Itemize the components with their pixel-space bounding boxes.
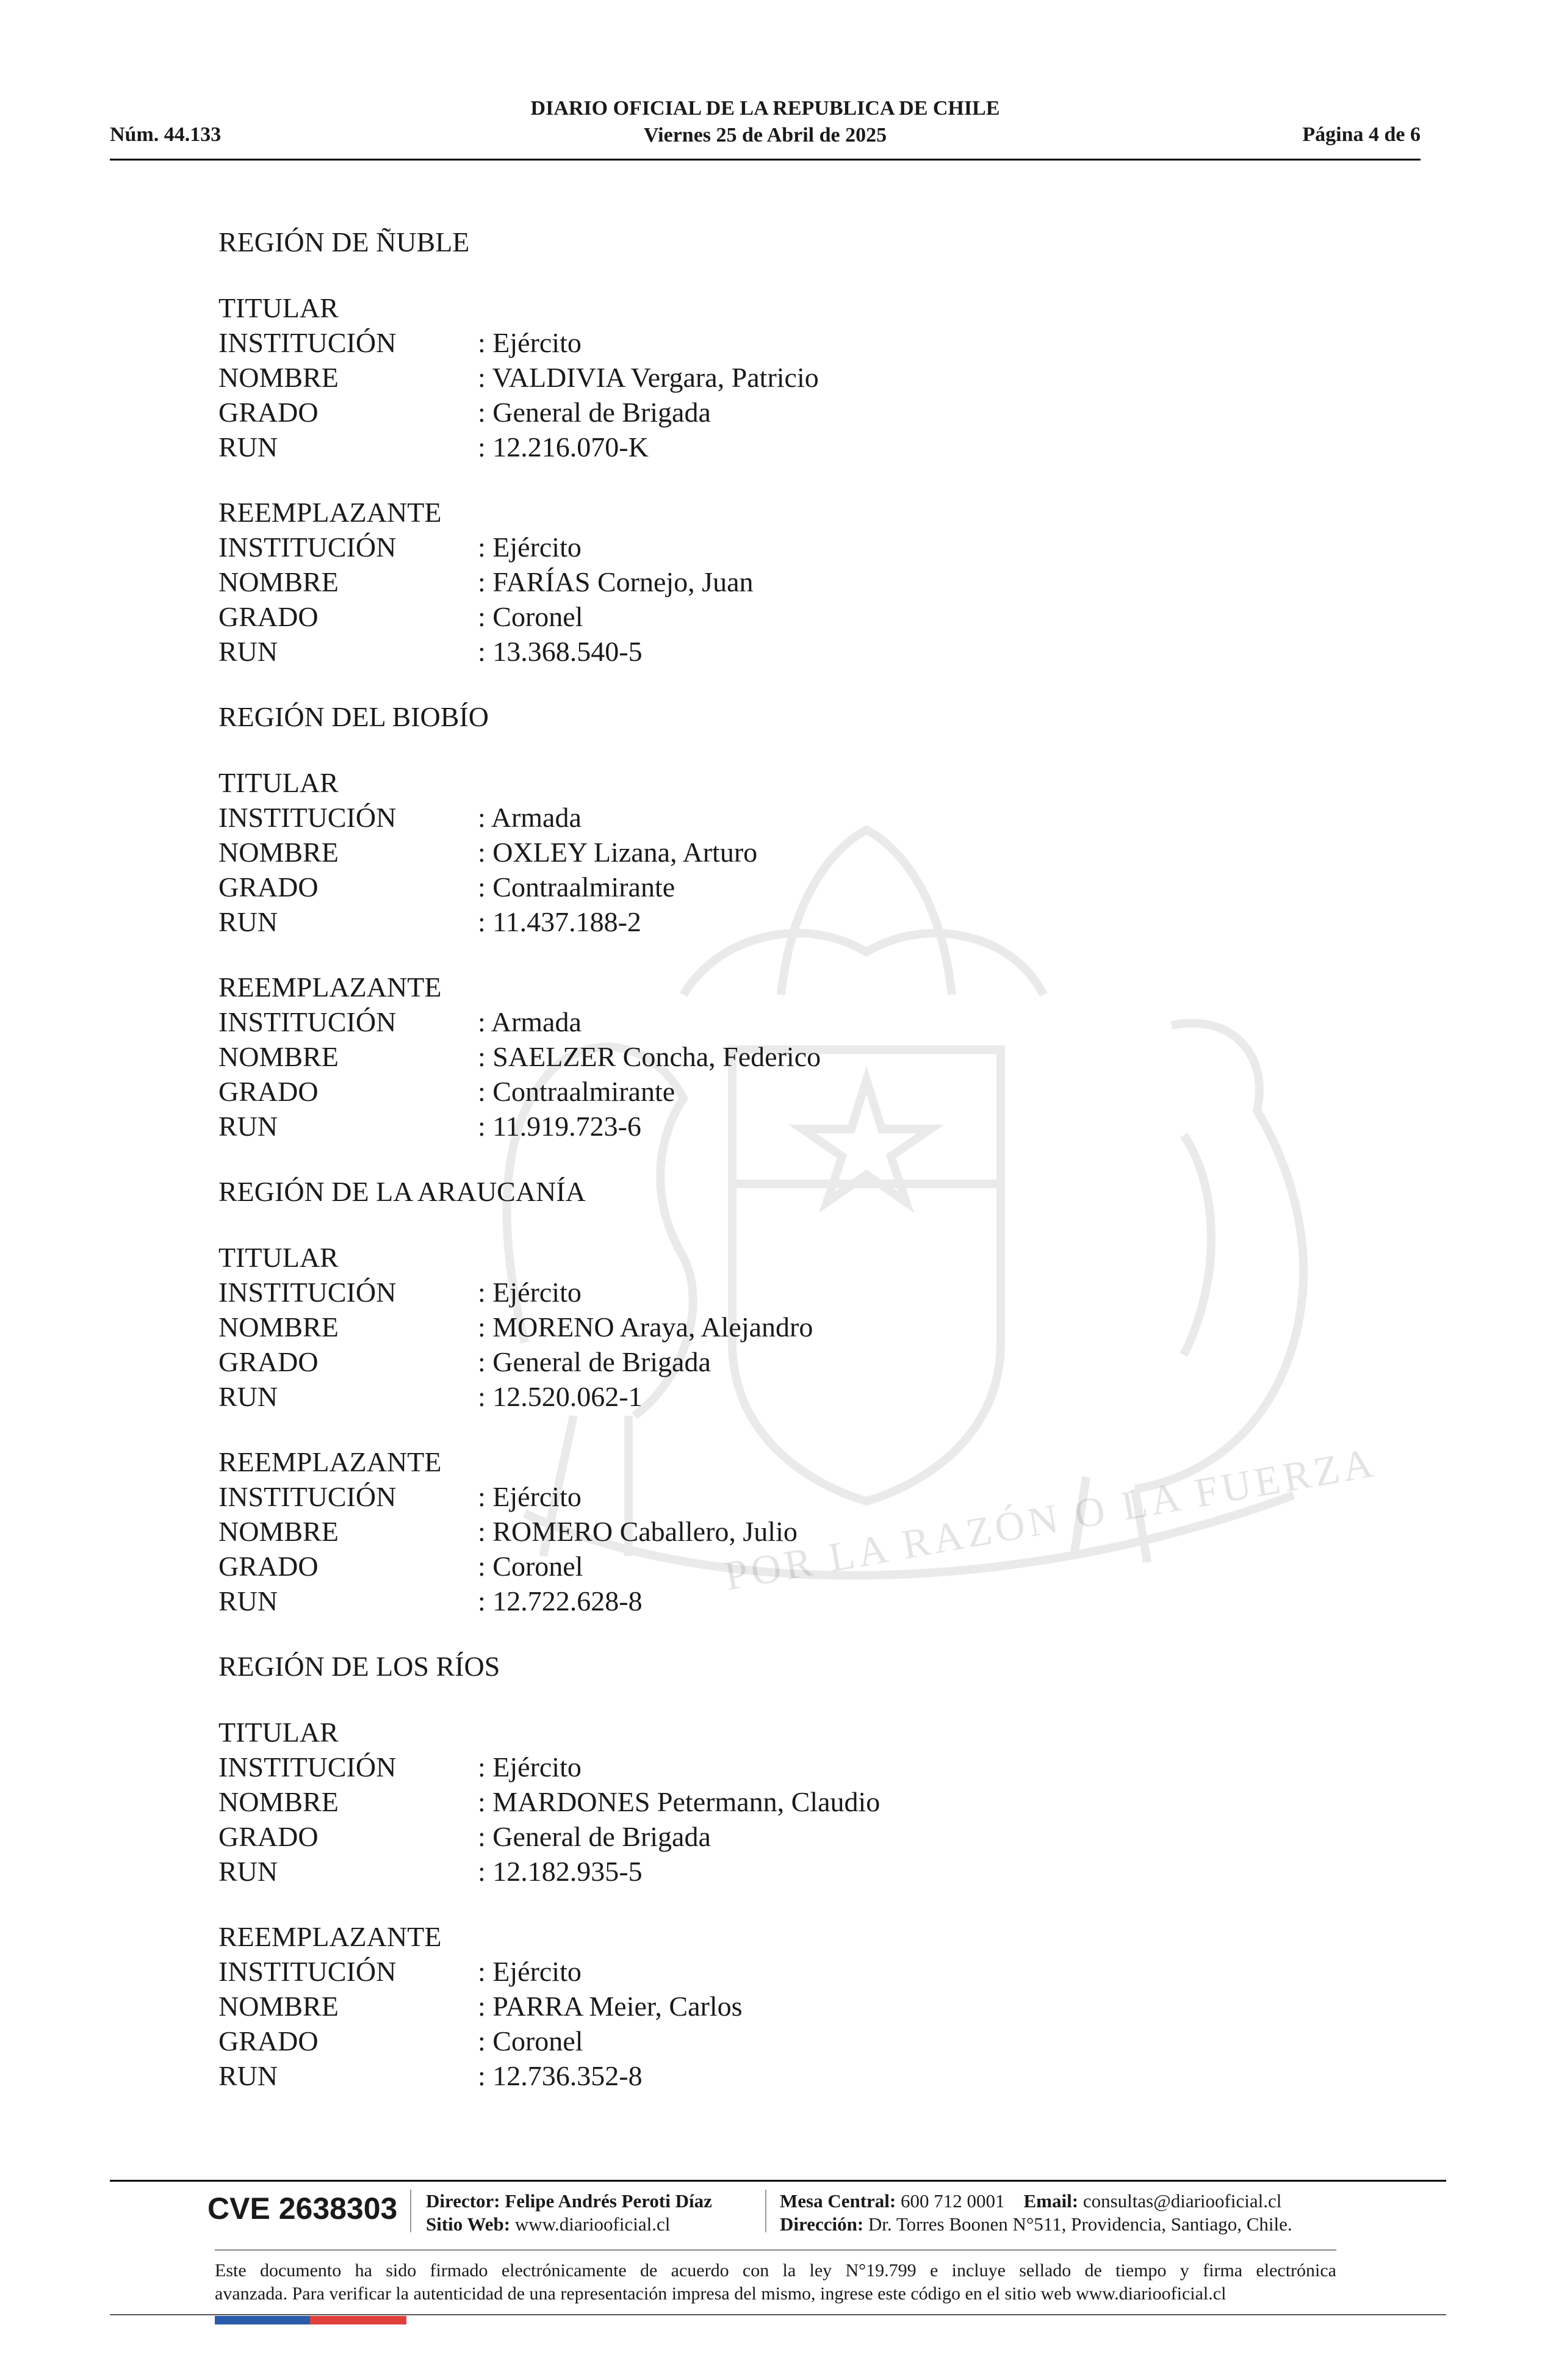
field-label: RUN	[218, 431, 278, 463]
field-row	[218, 1109, 1378, 1144]
field-label: NOMBRE	[218, 837, 339, 868]
field-label: NOMBRE	[218, 566, 339, 597]
field-row	[218, 1819, 1378, 1854]
field-label: GRADO	[218, 1551, 319, 1582]
reemplazante-block	[218, 1919, 1378, 2093]
field-row	[218, 1854, 1378, 1889]
field-row	[218, 634, 1378, 669]
disclaimer-line: Este documento ha sido firmado electrónicamente de acuerdo con la ley N°19.799 e incluye sellado de tiempo y firma electrónica	[215, 2260, 1336, 2281]
field-row	[218, 2024, 1378, 2058]
titular-heading: TITULAR	[218, 1242, 339, 1273]
field-label: GRADO	[218, 397, 319, 428]
field-label: NOMBRE	[218, 1041, 339, 1072]
footer-director-column	[426, 2190, 712, 2236]
field-label: INSTITUCIÓN	[218, 327, 397, 358]
email-label: Email:	[1023, 2190, 1079, 2212]
field-value: : 12.216.070-K	[478, 431, 649, 463]
field-label: GRADO	[218, 1821, 319, 1852]
address-value: Dr. Torres Boonen N°511, Providencia, Santiago, Chile.	[868, 2213, 1292, 2235]
field-row	[218, 1750, 1378, 1784]
field-row	[218, 800, 1378, 835]
field-label: INSTITUCIÓN	[218, 1956, 397, 1987]
page-number: Página 4 de 6	[1302, 123, 1421, 146]
field-value: : 12.722.628-8	[478, 1585, 643, 1617]
field-value: : PARRA Meier, Carlos	[478, 1991, 743, 2022]
field-label: NOMBRE	[218, 1516, 339, 1547]
page-header	[110, 93, 1421, 160]
watermark-motto: POR LA RAZÓN O LA FUERZA	[721, 1438, 1380, 1599]
reemplazante-block	[218, 1444, 1378, 1618]
field-label: NOMBRE	[218, 1311, 339, 1343]
field-value: : SAELZER Concha, Federico	[478, 1041, 821, 1072]
field-row	[218, 904, 1378, 939]
field-row	[218, 1514, 1378, 1549]
field-label: INSTITUCIÓN	[218, 1751, 397, 1783]
field-label: NOMBRE	[218, 1991, 339, 2022]
field-value: : 11.437.188-2	[478, 906, 641, 937]
field-label: RUN	[218, 1111, 278, 1142]
field-row	[218, 1584, 1378, 1618]
flag-stripe-blue	[215, 2316, 310, 2324]
field-row	[218, 530, 1378, 564]
field-row	[218, 1989, 1378, 2024]
region-title: REGIÓN DE ÑUBLE	[218, 226, 470, 258]
titular-block	[218, 765, 1378, 939]
email-link[interactable]: consultas@diariooficial.cl	[1082, 2190, 1282, 2212]
field-label: INSTITUCIÓN	[218, 802, 397, 833]
footer-top-rule	[110, 2180, 1446, 2182]
field-row	[218, 564, 1378, 599]
signature-disclaimer	[215, 2259, 1336, 2306]
cve-code: CVE 2638303	[207, 2191, 398, 2226]
field-value: : MORENO Araya, Alejandro	[478, 1311, 813, 1343]
titular-heading: TITULAR	[218, 1717, 339, 1748]
field-row	[218, 1379, 1378, 1414]
field-row	[218, 1479, 1378, 1514]
director-label: Director:	[426, 2190, 500, 2212]
field-label: RUN	[218, 1585, 278, 1617]
footer-mid-rule	[215, 2249, 1336, 2251]
field-value: : MARDONES Petermann, Claudio	[478, 1786, 881, 1817]
field-label: NOMBRE	[218, 1786, 339, 1817]
field-value: : Coronel	[478, 2025, 583, 2057]
field-row	[218, 395, 1378, 430]
footer-contact-column	[780, 2190, 1292, 2236]
titular-heading: TITULAR	[218, 292, 339, 323]
website-label: Sitio Web:	[426, 2213, 511, 2235]
field-value: : 12.520.062-1	[478, 1381, 643, 1412]
footer-divider	[410, 2190, 411, 2232]
field-label: NOMBRE	[218, 362, 339, 393]
titular-block	[218, 290, 1378, 464]
field-label: GRADO	[218, 871, 319, 903]
reemplazante-heading: REEMPLAZANTE	[218, 1446, 442, 1477]
field-value: : 12.182.935-5	[478, 1856, 643, 1887]
field-label: GRADO	[218, 1346, 319, 1377]
region-title: REGIÓN DEL BIOBÍO	[218, 701, 489, 732]
website-link[interactable]: www.diariooficial.cl	[514, 2213, 671, 2235]
field-label: RUN	[218, 2060, 278, 2091]
reemplazante-block	[218, 970, 1378, 1144]
field-value: : Contraalmirante	[478, 871, 675, 903]
field-row	[218, 430, 1378, 464]
field-value: : 13.368.540-5	[478, 636, 643, 667]
footer-divider	[765, 2190, 766, 2232]
field-label: RUN	[218, 906, 278, 937]
field-value: : VALDIVIA Vergara, Patricio	[478, 362, 819, 393]
field-label: GRADO	[218, 1076, 319, 1107]
reemplazante-heading: REEMPLAZANTE	[218, 497, 442, 528]
reemplazante-heading: REEMPLAZANTE	[218, 972, 442, 1003]
field-value: : 11.919.723-6	[478, 1111, 641, 1142]
field-row	[218, 2058, 1378, 2093]
field-row	[218, 1310, 1378, 1344]
titular-block	[218, 1715, 1378, 1889]
disclaimer-line: avanzada. Para verificar la autenticidad de una representación impresa del mismo, ingrese este código en el sitio web www.diariooficial.cl	[215, 2284, 1226, 2304]
field-row	[218, 360, 1378, 395]
field-value: : Contraalmirante	[478, 1076, 675, 1107]
field-label: RUN	[218, 1856, 278, 1887]
region-title: REGIÓN DE LA ARAUCANÍA	[218, 1176, 586, 1207]
field-value: : General de Brigada	[478, 1346, 711, 1377]
field-value: : General de Brigada	[478, 1821, 711, 1852]
field-row	[218, 325, 1378, 360]
field-label: RUN	[218, 636, 278, 667]
field-label: INSTITUCIÓN	[218, 532, 397, 563]
director-name: Felipe Andrés Peroti Díaz	[505, 2190, 712, 2212]
field-value: : Coronel	[478, 601, 583, 632]
reemplazante-block	[218, 495, 1378, 669]
field-value: : FARÍAS Cornejo, Juan	[478, 566, 754, 597]
field-row	[218, 870, 1378, 904]
field-label: INSTITUCIÓN	[218, 1006, 397, 1037]
field-label: INSTITUCIÓN	[218, 1481, 397, 1512]
field-value: : Ejército	[478, 327, 582, 358]
field-label: GRADO	[218, 2025, 319, 2057]
field-label: GRADO	[218, 601, 319, 632]
field-row	[218, 1954, 1378, 1989]
field-value: : Ejército	[478, 1481, 582, 1512]
field-row	[218, 1275, 1378, 1310]
field-value: : Armada	[478, 802, 582, 833]
field-row	[218, 1074, 1378, 1109]
field-value: : Ejército	[478, 1956, 582, 1987]
field-value: : 12.736.352-8	[478, 2060, 643, 2091]
field-value: : OXLEY Lizana, Arturo	[478, 837, 758, 868]
field-row	[218, 1039, 1378, 1074]
field-label: RUN	[218, 1381, 278, 1412]
address-label: Dirección:	[780, 2213, 864, 2235]
field-row	[218, 599, 1378, 634]
issue-date: Viernes 25 de Abril de 2025	[643, 124, 887, 146]
issue-number: Núm. 44.133	[110, 123, 222, 146]
region-title: REGIÓN DE LOS RÍOS	[218, 1651, 500, 1682]
field-value: : Ejército	[478, 532, 582, 563]
field-value: : Ejército	[478, 1277, 582, 1308]
masthead	[110, 95, 1421, 149]
titular-block	[218, 1240, 1378, 1414]
footer-bottom-rule	[110, 2314, 1446, 2315]
mesa-label: Mesa Central:	[780, 2190, 896, 2212]
field-row	[218, 1784, 1378, 1819]
field-row	[218, 1344, 1378, 1379]
reemplazante-heading: REEMPLAZANTE	[218, 1921, 442, 1952]
field-row	[218, 1004, 1378, 1039]
field-value: : General de Brigada	[478, 397, 711, 428]
newspaper-title: DIARIO OFICIAL DE LA REPUBLICA DE CHILE	[530, 97, 1000, 120]
field-row	[218, 1549, 1378, 1584]
field-value: : ROMERO Caballero, Julio	[478, 1516, 798, 1547]
field-value: : Coronel	[478, 1551, 583, 1582]
document-body	[218, 225, 1378, 2093]
field-value: : Armada	[478, 1006, 582, 1037]
mesa-phone: 600 712 0001	[901, 2190, 1005, 2212]
field-row	[218, 835, 1378, 870]
flag-stripe-red	[310, 2316, 406, 2324]
titular-heading: TITULAR	[218, 767, 339, 798]
field-value: : Ejército	[478, 1751, 582, 1783]
field-label: INSTITUCIÓN	[218, 1277, 397, 1308]
